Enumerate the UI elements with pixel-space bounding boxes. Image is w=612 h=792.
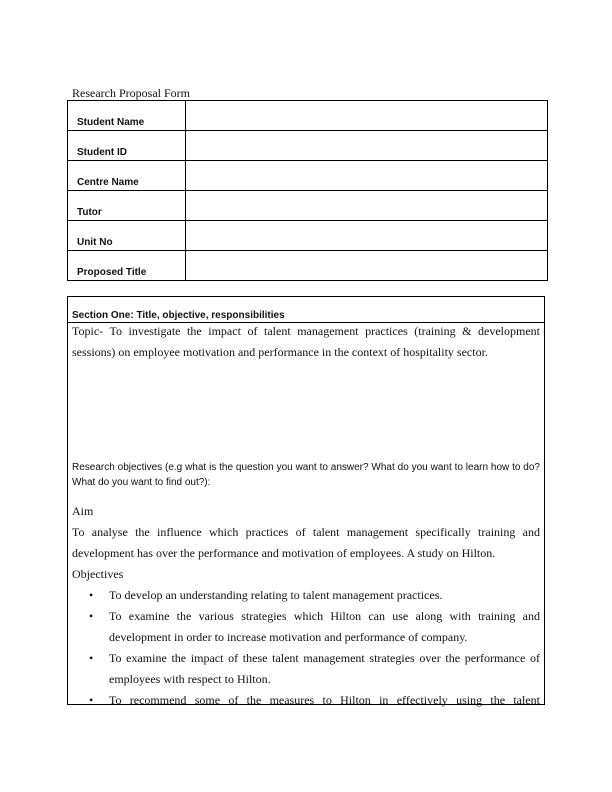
objective-text: To recommend some of the measures to Hilton in effectively using the talent: [109, 693, 540, 707]
objectives-list: [72, 585, 540, 711]
list-item: [72, 648, 540, 690]
aim-text: To analyse the influence which practices of talent management specifically training and development has over the performance and motivation of employees. A study on Hilton.: [72, 525, 540, 560]
aim-heading: Aim: [72, 504, 94, 518]
topic-text: Topic- To investigate the impact of talent management practices (training & development sessions) on employee motivation and performance in the context of hospitality sector.: [72, 324, 540, 359]
objectives-heading: Objectives: [72, 567, 124, 581]
field-value-cell[interactable]: [186, 131, 548, 161]
bullet-icon: •: [89, 693, 94, 707]
table-row: [68, 221, 548, 251]
objective-text: To develop an understanding relating to talent management practices.: [109, 588, 443, 602]
table-row: [68, 191, 548, 221]
field-value-cell[interactable]: [186, 251, 548, 281]
table-row: [68, 101, 548, 131]
section-one-box: [67, 296, 545, 705]
research-objectives-prompt: Research objectives (e.g what is the question you want to answer? What do you want to learn how to do? What do you want to find out?):: [72, 462, 540, 488]
table-row: [68, 251, 548, 281]
bullet-icon: •: [89, 588, 94, 602]
objective-text: To examine the various strategies which Hilton can use along with training and development in order to increase motivation and performance of company.: [109, 609, 540, 644]
list-item: [72, 690, 540, 711]
field-value-cell[interactable]: [186, 101, 548, 131]
section-header: [68, 297, 544, 323]
field-label: Unit No: [68, 221, 186, 251]
objective-text: To examine the impact of these talent management strategies over the performance of employees with respect to Hilton.: [109, 651, 540, 686]
table-row: [68, 161, 548, 191]
field-label: Student Name: [68, 101, 186, 131]
field-label: Student ID: [68, 131, 186, 161]
list-item: [72, 585, 540, 606]
field-label: Tutor: [68, 191, 186, 221]
bullet-icon: •: [89, 651, 94, 665]
field-value-cell[interactable]: [186, 161, 548, 191]
field-label: Centre Name: [68, 161, 186, 191]
field-label: Proposed Title: [68, 251, 186, 281]
bullet-icon: •: [89, 609, 94, 623]
form-title: Research Proposal Form: [72, 86, 190, 100]
table-row: [68, 131, 548, 161]
field-value-cell[interactable]: [186, 191, 548, 221]
field-value-cell[interactable]: [186, 221, 548, 251]
student-info-table: [67, 100, 548, 281]
section-heading: Section One: Title, objective, responsibilities: [72, 310, 285, 321]
list-item: [72, 606, 540, 648]
